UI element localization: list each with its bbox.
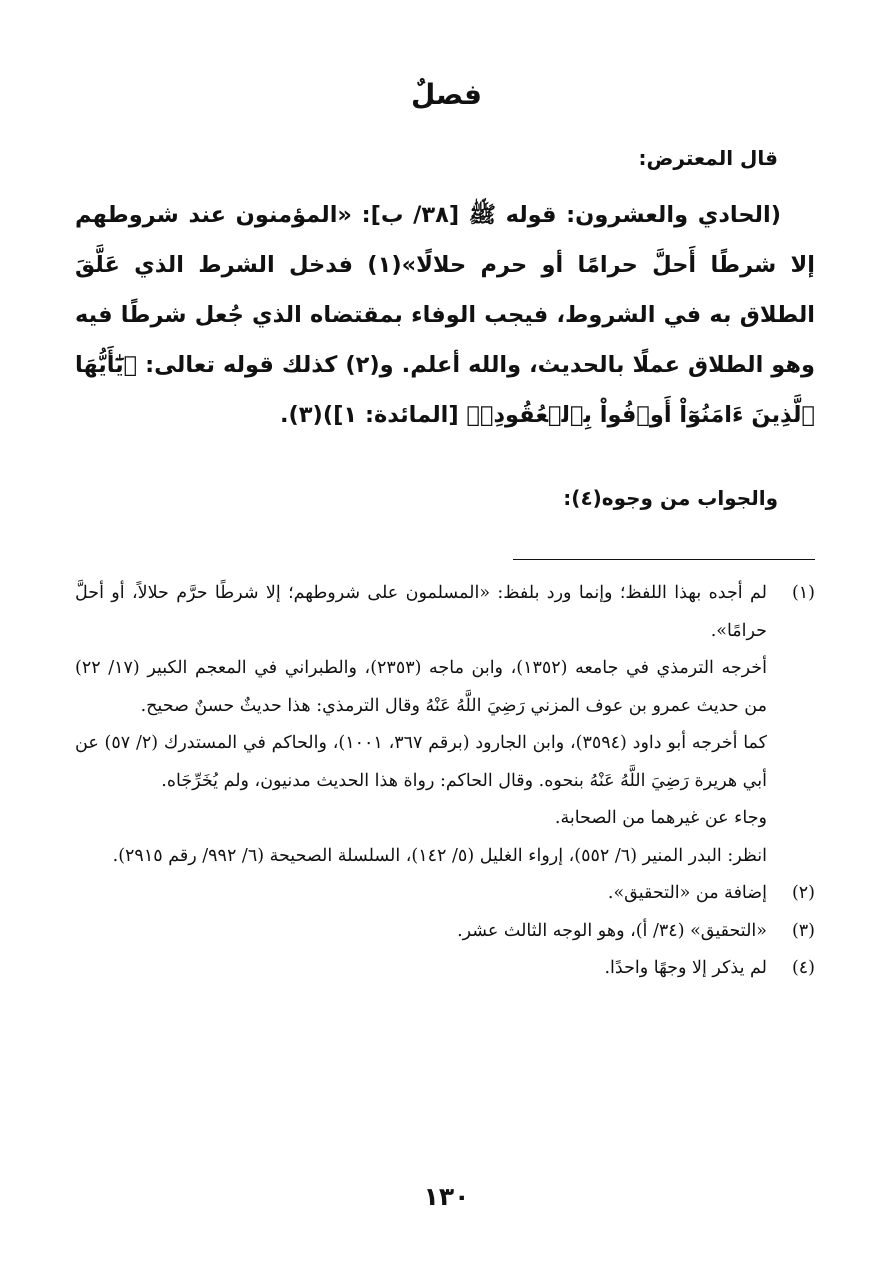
section-heading: فصلٌ (411, 78, 482, 111)
footnote-1 (75, 575, 815, 875)
footnote-3 (75, 913, 815, 951)
footnote-separator (513, 559, 815, 560)
page-number: ١٣٠ (423, 1182, 470, 1211)
footnote-number: (٣) (791, 920, 815, 941)
footnotes-section (75, 575, 815, 988)
footnote-number: (٤) (791, 958, 815, 978)
footnote-line: أخرجه الترمذي في جامعه (١٣٥٢)، وابن ماجه (٢٣٥٣)، والطبراني في المعجم الكبير (١٧/ ٢٢) من حديث عمرو بن عوف المزني رَضِيَ اللَّهُ عَنْهُ وقال الترمذي: هذا حديثٌ حسنٌ صحيح. (75, 658, 767, 716)
footnote-line: وجاء عن غيرهما من الصحابة. (554, 808, 767, 828)
footnote-line: انظر: البدر المنير (٦/ ٥٥٢)، إرواء الغليل (٥/ ١٤٢)، السلسلة الصحيحة (٦/ ٩٩٢/ رقم ٢٩١٥). (112, 845, 767, 866)
footnote-line: إضافة من «التحقيق». (607, 883, 767, 903)
footnote-number: (١) (791, 583, 815, 603)
main-paragraph: (الحادي والعشرون: قوله ﷺ [٣٨/ ب]: «المؤمنون عند شروطهم إلا شرطًا أَحلَّ حرامًا أو حرم حلالًا»(١) فدخل الشرط الذي عَلَّقَ الطلاق به في الشروط، فيجب الوفاء بمقتضاه الذي جُعل شرطًا فيه وهو الطلاق عملًا بالحديث، والله أعلم. و(٢) كذلك قوله تعالى: ﴿يَٰٓأَيُّهَا ٱلَّذِينَ ءَامَنُوٓاْ أَوۡفُواْ بِٱلۡعُقُودِۚ﴾ [المائدة: ١])(٣). (75, 202, 815, 428)
footnote-2 (75, 875, 815, 913)
objector-label: قال المعترض: (638, 146, 778, 170)
footnote-line: لم يذكر إلا وجهًا واحدًا. (604, 958, 767, 978)
footnote-line: «التحقيق» (٣٤/ أ)، وهو الوجه الثالث عشر. (457, 920, 767, 941)
footnote-number: (٢) (791, 883, 815, 903)
main-text-block (75, 190, 815, 440)
footnote-line: لم أجده بهذا اللفظ؛ وإنما ورد بلفظ: «المسلمون على شروطهم؛ إلا شرطًا حرَّم حلالاً، أو أحلَّ حرامًا». (75, 583, 767, 641)
footnote-line: كما أخرجه أبو داود (٣٥٩٤)، وابن الجارود (برقم ٣٦٧، ١٠٠١)، والحاكم في المستدرك (٢/ ٥٧) عن أبي هريرة رَضِيَ اللَّهُ عَنْهُ بنحوه. وقال الحاكم: رواة هذا الحديث مدنيون، ولم يُخَرِّجَاه. (75, 733, 767, 791)
answer-label: والجواب من وجوه(٤): (563, 486, 778, 510)
footnote-4 (75, 950, 815, 988)
